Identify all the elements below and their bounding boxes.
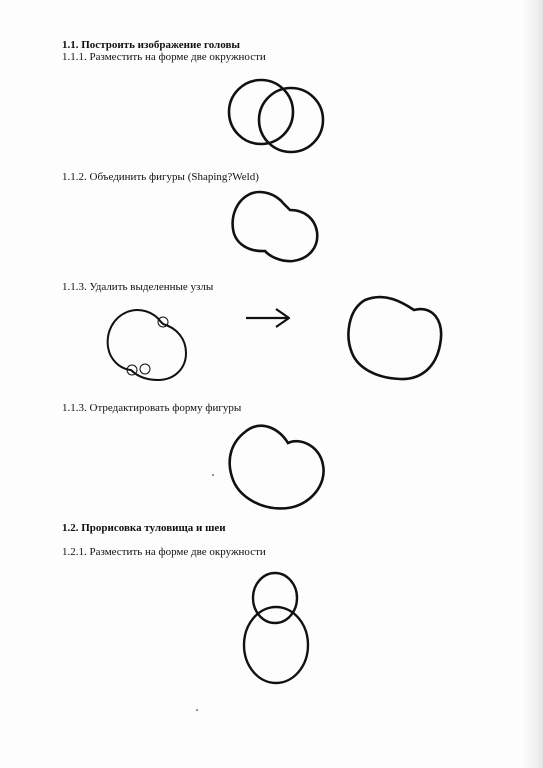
step-label-1-1-3: 1.1.3. Удалить выделенные узлы xyxy=(62,281,214,293)
scan-edge-shadow xyxy=(521,0,543,768)
step-label-1-1-3-edit: 1.1.3. Отредактировать форму фигуры xyxy=(62,402,242,414)
section-title-head: 1.1. Построить изображение головы xyxy=(62,39,240,51)
section-title-body: 1.2. Прорисовка туловища и шеи xyxy=(62,522,226,534)
scan-speck xyxy=(196,709,198,711)
step-label-1-1-1: 1.1.1. Разместить на форме две окружности xyxy=(62,51,266,63)
neck-circle xyxy=(253,573,297,623)
scan-speck xyxy=(212,474,214,476)
torso-circle xyxy=(244,607,308,683)
step-label-1-2-1: 1.2.1. Разместить на форме две окружности xyxy=(62,546,266,558)
step-label-1-1-2: 1.1.2. Объединить фигуры (Shaping?Weld) xyxy=(62,171,259,183)
